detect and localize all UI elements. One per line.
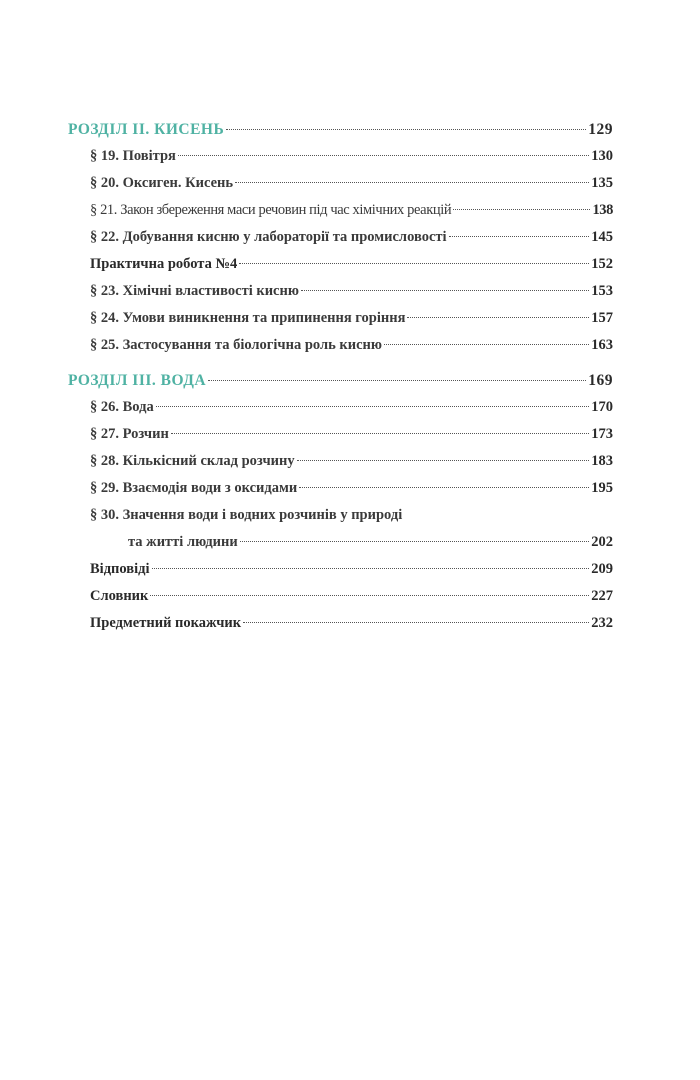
- page-number: 152: [591, 256, 613, 272]
- appendix-title: Відповіді: [90, 561, 150, 577]
- toc-item-25[interactable]: [68, 332, 613, 359]
- dot-leader: [208, 380, 586, 381]
- section-title: § 29. Взаємодія води з оксидами: [90, 480, 298, 496]
- dot-leader: [240, 541, 590, 542]
- dot-leader: [156, 406, 590, 407]
- page-number: 157: [591, 310, 613, 326]
- toc-item-26[interactable]: [68, 394, 613, 421]
- dot-leader: [152, 568, 590, 569]
- toc-glossary[interactable]: [68, 583, 613, 610]
- dot-leader: [297, 460, 590, 461]
- dot-leader: [449, 236, 590, 237]
- section-title: § 21. Закон збереження маси речовин під час хімічних реакцій: [90, 202, 452, 218]
- chapter-title: РОЗДІЛ ІІІ. ВОДА: [68, 372, 207, 389]
- toc-answers[interactable]: [68, 556, 613, 583]
- appendix-title: Словник: [90, 588, 149, 604]
- page-number: 130: [591, 148, 613, 164]
- dot-leader: [239, 263, 589, 264]
- toc-item-22[interactable]: [68, 224, 613, 251]
- section-title: § 22. Добування кисню у лабораторії та промисловості: [90, 229, 447, 245]
- page-number: 170: [591, 399, 613, 415]
- section-title: § 26. Вода: [90, 399, 154, 415]
- dot-leader: [150, 595, 589, 596]
- page-number: 145: [591, 229, 613, 245]
- page-number: 202: [591, 534, 613, 550]
- appendix-title: Предметний покажчик: [90, 615, 242, 631]
- page-number: 169: [588, 372, 613, 389]
- dot-leader: [226, 129, 586, 130]
- dot-leader: [301, 290, 589, 291]
- page-number: 138: [592, 202, 613, 218]
- dot-leader: [407, 317, 589, 318]
- chapter-title: РОЗДІЛ ІІ. КИСЕНЬ: [68, 121, 225, 138]
- section-title: § 23. Хімічні властивості кисню: [90, 283, 299, 299]
- page-number: 195: [591, 480, 613, 496]
- section-title: § 27. Розчин: [90, 426, 169, 442]
- toc-item-24[interactable]: [68, 305, 613, 332]
- section-title-continued: та житті людини: [128, 534, 238, 550]
- practical-title: Практична робота №4: [90, 256, 238, 272]
- toc-item-28[interactable]: [68, 448, 613, 475]
- toc-item-21[interactable]: [68, 197, 613, 224]
- toc-item-30-line2[interactable]: [68, 529, 613, 556]
- dot-leader: [171, 433, 589, 434]
- toc-item-23[interactable]: [68, 278, 613, 305]
- section-title: § 25. Застосування та біологічна роль кисню: [90, 337, 382, 353]
- section-title: § 24. Умови виникнення та припинення горіння: [90, 310, 406, 326]
- section-title: § 28. Кількісний склад розчину: [90, 453, 295, 469]
- dot-leader: [235, 182, 589, 183]
- toc-item-19[interactable]: [68, 143, 613, 170]
- section-title: § 19. Повітря: [90, 148, 176, 164]
- table-of-contents: [68, 116, 613, 637]
- page-number: 227: [591, 588, 613, 604]
- page-number: 183: [591, 453, 613, 469]
- page-number: 129: [588, 121, 613, 138]
- page-number: 232: [591, 615, 613, 631]
- dot-leader: [384, 344, 589, 345]
- dot-leader: [243, 622, 589, 623]
- dot-leader: [178, 155, 589, 156]
- toc-item-29[interactable]: [68, 475, 613, 502]
- section-title: § 20. Оксиген. Кисень: [90, 175, 234, 191]
- dot-leader: [453, 209, 590, 210]
- section-title: § 30. Значення води і водних розчинів у природі: [90, 507, 403, 523]
- page-number: 153: [591, 283, 613, 299]
- toc-practical-work-4[interactable]: [68, 251, 613, 278]
- page-number: 209: [591, 561, 613, 577]
- dot-leader: [299, 487, 589, 488]
- toc-item-27[interactable]: [68, 421, 613, 448]
- toc-chapter-3[interactable]: [68, 367, 613, 394]
- toc-item-30-line1[interactable]: [68, 502, 613, 529]
- page-number: 163: [591, 337, 613, 353]
- toc-subject-index[interactable]: [68, 610, 613, 637]
- page-number: 173: [591, 426, 613, 442]
- toc-item-20[interactable]: [68, 170, 613, 197]
- spacer: [68, 359, 613, 367]
- toc-chapter-2[interactable]: [68, 116, 613, 143]
- page-number: 135: [591, 175, 613, 191]
